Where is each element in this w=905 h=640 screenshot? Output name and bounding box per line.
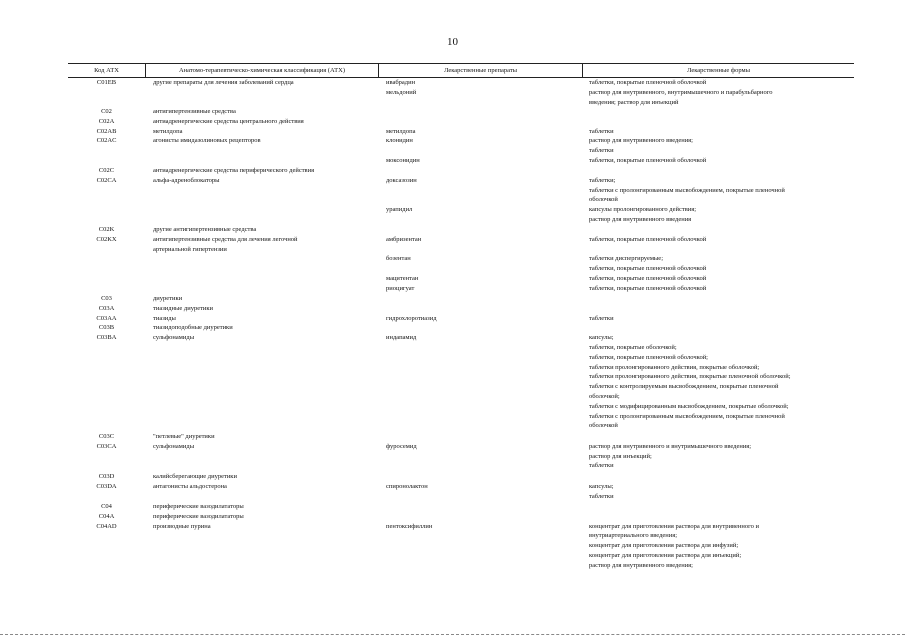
classification-line: артериальной гипертензии [153, 245, 227, 253]
classification-cell [153, 294, 373, 343]
header-forms: Лекарственные формы [686, 67, 750, 74]
dosage-form-line: таблетки [589, 462, 614, 470]
form-cell [589, 472, 857, 501]
table-row [68, 472, 854, 502]
drug-name-line: гидрохлоротиазид [386, 314, 437, 322]
dosage-form-line [589, 323, 857, 333]
dosage-form-line: оболочкой [589, 422, 618, 430]
drug-name-line: пентоксифиллин [386, 522, 433, 530]
dosage-form-line: раствор для внутривенного введения [589, 215, 692, 223]
dosage-form-line: таблетки; [589, 176, 616, 184]
classification-line: другие препараты для лечения заболеваний сердца [153, 79, 294, 86]
dosage-form-line [589, 166, 857, 176]
classification-line: тиазидные диуретики [153, 304, 214, 312]
atc-code-line: C03AA [96, 314, 117, 322]
dosage-form-line: таблетки, покрытые пленочной оболочкой [589, 235, 707, 243]
drug-name-line [386, 225, 581, 235]
classification-cell [153, 78, 373, 88]
dosage-form-line: оболочкой; [589, 392, 620, 400]
dosage-form-line: раствор для внутривенного введения; [589, 137, 693, 145]
dosage-form-line: таблетки, покрытые пленочной оболочкой; [589, 353, 708, 361]
dosage-form-line [589, 502, 857, 512]
form-cell [589, 502, 857, 571]
drug-cell [386, 78, 581, 98]
atc-code-cell [68, 107, 145, 146]
header-code: Код АТХ [94, 67, 119, 74]
classification-line: тиазидоподобные диуретики [153, 324, 233, 332]
dosage-form-line: внутриартериального введения; [589, 532, 678, 540]
atc-code-line: C02AC [96, 137, 117, 145]
dosage-form-line: таблетки пролонгированного действия, покрытые пленочной оболочкой; [589, 373, 791, 381]
atc-code-line: C03D [98, 473, 115, 480]
drug-cell [386, 107, 581, 166]
header-classification: Анатомо-терапевтическо-химическая классификация (АТХ) [178, 67, 346, 74]
dosage-form-line [589, 225, 857, 235]
form-cell [589, 294, 857, 431]
form-cell [589, 107, 857, 166]
form-cell [589, 225, 857, 294]
classification-line: агонисты имидазолиновых рецепторов [153, 137, 261, 145]
drug-name-line [386, 432, 581, 442]
dosage-form-line: таблетки [589, 147, 614, 155]
drug-name-line: клонидин [386, 137, 413, 145]
drug-name-line [386, 304, 581, 314]
dosage-form-line: таблетки с пролонгированным высвобождением, покрытые пленочной [589, 412, 785, 420]
drug-name-line: мельдоний [386, 88, 417, 96]
atc-code-cell [68, 472, 145, 492]
drug-name-line: амбризентан [386, 235, 422, 243]
classification-line: периферические вазодилататоры [153, 503, 244, 510]
classification-cell [153, 166, 373, 186]
table-header [68, 63, 854, 78]
dosage-form-line: раствор для внутривенного и внутримышечного введения; [589, 442, 752, 450]
drug-name-line [386, 264, 581, 274]
dosage-form-line [589, 432, 857, 442]
classification-line: другие антигипертензивные средства [153, 226, 257, 233]
classification-line: периферические вазодилататоры [153, 512, 244, 520]
atc-code-line: C03B [98, 324, 115, 332]
drug-name-line [386, 472, 581, 482]
dosage-form-line: введения; раствор для инъекций [589, 98, 679, 106]
atc-code-cell [68, 78, 145, 88]
dosage-form-line: таблетки пролонгированного действия, покрытые оболочкой; [589, 363, 760, 371]
atc-code-line: C02A [98, 117, 115, 125]
drug-name-line [386, 323, 581, 333]
dosage-form-line: таблетки, покрытые пленочной оболочкой [589, 156, 707, 164]
table-row [68, 294, 854, 432]
dosage-form-line: таблетки, покрытые пленочной оболочкой [589, 265, 707, 273]
atc-code-line: C02 [101, 108, 112, 115]
dosage-form-line: концентрат для приготовления раствора для инфузий; [589, 542, 739, 550]
atc-code-cell [68, 166, 145, 186]
classification-line: тиазиды [153, 314, 176, 322]
drug-name-line [386, 117, 581, 127]
form-cell [589, 166, 857, 225]
table-row [68, 107, 854, 166]
classification-line: калийсберегающие диуретики [153, 473, 237, 480]
atc-code-cell [68, 502, 145, 531]
drug-name-line: спиронолактон [386, 482, 428, 490]
classification-line: антигипертензивные средства для лечения легочной [153, 235, 298, 243]
drug-cell [386, 502, 581, 531]
table-row [68, 502, 854, 572]
classification-line: метилдопа [153, 127, 183, 135]
atc-code-line: C03C [98, 433, 115, 440]
dosage-form-line: таблетки с пролонгированным высвобождением, покрытые пленочной [589, 186, 785, 194]
atc-code-line: C04 [101, 503, 112, 510]
atc-code-line: C02CA [96, 176, 117, 184]
drug-name-line: метилдопа [386, 127, 416, 135]
atc-code-cell [68, 432, 145, 452]
atc-code-line: C02KX [96, 235, 117, 243]
drug-name-line [386, 195, 581, 205]
dosage-form-line [589, 512, 857, 522]
dosage-form-line [589, 472, 857, 482]
dosage-form-line [589, 117, 857, 127]
table-row [68, 432, 854, 472]
dosage-form-line [589, 294, 857, 304]
dosage-form-line: таблетки с контролируемым высвобождением, покрытые пленочной [589, 383, 779, 391]
dosage-form-line: капсулы; [589, 334, 614, 342]
drug-name-line [386, 512, 581, 522]
atc-code-line: C02AB [96, 127, 117, 135]
classification-line: антигипертензивные средства [153, 108, 236, 115]
table-row [68, 225, 854, 294]
drug-name-line: урапидил [386, 206, 413, 214]
drug-name-line: риоцигуат [386, 284, 415, 292]
classification-cell [153, 502, 373, 531]
atc-code-line: C01EB [96, 79, 117, 86]
dosage-form-line: таблетки, покрытые пленочной оболочкой [589, 284, 707, 292]
classification-line: сульфонамиды [153, 334, 195, 342]
atc-code-line: C04AD [96, 522, 117, 530]
drug-name-line [386, 294, 581, 304]
drug-cell [386, 472, 581, 492]
atc-code-line: C02C [98, 167, 115, 174]
dosage-form-line: капсулы; [589, 482, 614, 490]
dosage-form-line [589, 245, 857, 255]
dosage-form-line: таблетки [589, 127, 614, 135]
atc-code-cell [68, 225, 145, 245]
form-cell [589, 78, 857, 107]
drug-cell [386, 294, 581, 343]
drug-cell [386, 166, 581, 215]
classification-line: производные пурина [153, 522, 211, 530]
dosage-form-line: таблетки [589, 492, 614, 500]
drug-name-line [386, 166, 581, 176]
drug-name-line [386, 245, 581, 255]
classification-line: антиадренергические средства центрального действия [153, 117, 304, 125]
classification-line: диуретики [153, 295, 183, 302]
dosage-form-line: концентрат для приготовления раствора для внутривенного и [589, 522, 759, 530]
atc-code-line: C03DA [96, 482, 117, 490]
classification-cell [153, 225, 373, 254]
dosage-form-line: раствор для инъекций; [589, 452, 652, 460]
drug-name-line: доксазозин [386, 176, 417, 184]
classification-cell [153, 472, 373, 492]
drug-name-line: моксонидин [386, 156, 420, 164]
drug-name-line [386, 146, 581, 156]
dosage-form-line [589, 304, 857, 314]
dosage-form-line: концентрат для приготовления раствора для инъекций; [589, 551, 742, 559]
atc-code-line: C03A [98, 304, 115, 312]
atc-code-line: C04A [98, 512, 115, 520]
dosage-form-line: таблетки, покрытые пленочной оболочкой [589, 274, 707, 282]
dosage-form-line [589, 107, 857, 117]
classification-line: антиадренергические средства периферического действия [153, 167, 315, 174]
classification-cell [153, 107, 373, 146]
drug-name-line: индапамид [386, 334, 417, 342]
dosage-form-line: таблетки, покрытые пленочной оболочкой [589, 79, 707, 86]
drug-name-line: бозентан [386, 255, 411, 263]
classification-cell [153, 432, 373, 452]
classification-line: альфа-адреноблокаторы [153, 176, 220, 184]
classification-line: антагонисты альдостерона [153, 482, 227, 490]
drug-name-line [386, 186, 581, 196]
dosage-form-line: капсулы пролонгированного действия; [589, 206, 697, 214]
classification-line: сульфонамиды [153, 442, 195, 450]
table-row [68, 166, 854, 225]
drug-name-line: фуросемид [386, 442, 417, 450]
atc-code-line: C03BA [96, 334, 117, 342]
dosage-form-line: таблетки, покрытые оболочкой; [589, 343, 677, 351]
drug-name-line: ивабрадин [386, 79, 416, 86]
page-number: 10 [447, 36, 458, 48]
dosage-form-line: таблетки диспергируемые; [589, 255, 663, 263]
atc-code-line: C03CA [96, 442, 117, 450]
drug-name-line [386, 502, 581, 512]
atc-code-line: C02K [98, 226, 115, 233]
dosage-form-line: раствор для внутривенного, внутримышечного и парабульбарного [589, 88, 773, 96]
dosage-form-line: раствор для внутривенного введения; [589, 561, 693, 569]
drug-name-line: мацитентан [386, 274, 419, 282]
header-drugs: Лекарственные препараты [443, 67, 518, 74]
drug-cell [386, 432, 581, 452]
drug-name-line [386, 107, 581, 117]
scan-edge-line [0, 634, 905, 637]
atc-table [68, 63, 854, 572]
dosage-form-line: оболочкой [589, 196, 618, 204]
form-cell [589, 432, 857, 471]
table-row [68, 78, 854, 107]
classification-line: "петлевые" диуретики [153, 433, 215, 440]
dosage-form-line: таблетки [589, 314, 614, 322]
atc-code-cell [68, 294, 145, 343]
dosage-form-line: таблетки с модифицированным высвобождением, покрытые оболочкой; [589, 402, 789, 410]
drug-cell [386, 225, 581, 294]
atc-code-line: C03 [101, 295, 112, 302]
